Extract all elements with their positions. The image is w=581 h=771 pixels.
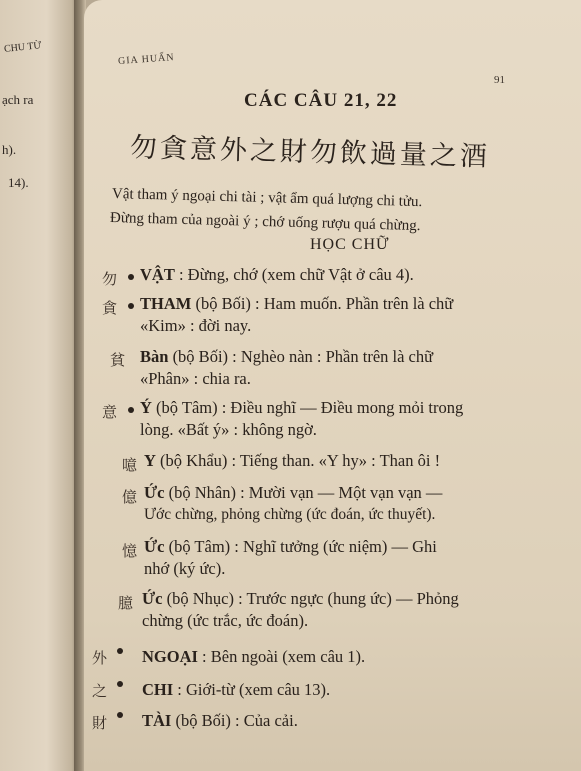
entry-headword: NGOẠI: [142, 647, 198, 666]
left-page-fragment: 14).: [8, 175, 29, 190]
left-page-fragment: CHU TỪ: [3, 40, 42, 55]
entry-headword: Ức: [144, 483, 165, 502]
entry-definition: : Giới-từ (xem câu 13).: [177, 680, 331, 699]
page-number: 91: [494, 74, 505, 86]
entry-definition: (bộ Bối) : Của cải.: [175, 711, 298, 730]
translation-line: Đừng tham của ngoài ý ; chớ uống rượu quá chừng.: [109, 210, 421, 235]
bullet-dot: [117, 648, 123, 654]
chinese-title: 勿貪意外之財勿飲過量之酒: [129, 132, 491, 173]
entry-hanzi: 財: [92, 714, 108, 732]
entry-definition: (bộ Tâm) : Điều nghĩ — Điều mong mỏi trong: [156, 398, 464, 417]
entry-definition: chừng (ức trắc, ức đoán).: [142, 611, 309, 630]
entry-headword: VẬT: [140, 265, 175, 284]
left-page-fragment: ạch ra: [2, 92, 34, 107]
entry-hanzi: 之: [92, 682, 108, 700]
entry-definition: (bộ Bối) : Ham muốn. Phần trên là chữ: [195, 294, 454, 313]
entry-headword: Bàn: [140, 347, 169, 366]
entry-definition: «Kim» : đời nay.: [140, 316, 252, 335]
bullet-dot: [128, 407, 134, 413]
entry-definition: : Đừng, chớ (xem chữ Vật ở câu 4).: [178, 265, 414, 284]
entry-definition: nhớ (ký ức).: [144, 559, 226, 578]
bullet-dot: [117, 712, 123, 718]
entry-definition: (bộ Tâm) : Nghĩ tưởng (ức niệm) — Ghi: [168, 537, 437, 556]
right-page: [84, 0, 581, 771]
section-heading: HỌC CHỮ: [310, 236, 390, 253]
entry-definition: (bộ Nhục) : Trước ngực (hung ức) — Phỏng: [166, 589, 459, 608]
entry-headword: Y: [144, 451, 156, 470]
translation-line: Vật tham ý ngoại chi tài ; vật ẩm quá lượng chi tửu.: [111, 186, 423, 211]
entry-hanzi: 勿: [102, 270, 118, 288]
left-page: [0, 0, 78, 771]
entry-definition: «Phân» : chia ra.: [140, 369, 251, 388]
entry-headword: Ý: [140, 398, 152, 417]
bullet-dot: [117, 681, 123, 687]
entry-definition: : Bên ngoài (xem câu 1).: [202, 647, 366, 666]
entry-definition: (bộ Khẩu) : Tiếng than. «Y hy» : Than ôi !: [160, 451, 441, 470]
entry-definition: (bộ Bối) : Nghèo nàn : Phần trên là chữ: [172, 347, 434, 366]
entry-hanzi: 貪: [102, 299, 118, 317]
running-head: GIA HUẤN: [117, 52, 175, 67]
entry-hanzi: 憶: [122, 542, 138, 560]
bullet-dot: [128, 303, 134, 309]
entry-hanzi: 噫: [122, 456, 138, 474]
entry-headword: TÀI: [142, 711, 172, 730]
entry-hanzi: 臆: [118, 594, 134, 612]
entry-definition: Ước chừng, phỏng chừng (ức đoán, ức thuyết).: [144, 506, 436, 523]
entry-headword: Ức: [144, 537, 165, 556]
entry-definition: lòng. «Bất ý» : không ngờ.: [140, 420, 317, 439]
entry-hanzi: 意: [102, 403, 118, 421]
entry-hanzi: 貧: [110, 351, 126, 369]
page-title: CÁC CÂU 21, 22: [244, 90, 398, 111]
entry-headword: Ức: [142, 589, 163, 608]
entry-headword: THAM: [140, 294, 192, 313]
entry-headword: CHI: [142, 680, 174, 699]
left-page-fragment: h).: [2, 142, 17, 157]
entry-definition: (bộ Nhân) : Mười vạn — Một vạn vạn —: [168, 483, 443, 502]
entry-hanzi: 億: [122, 488, 138, 506]
entry-hanzi: 外: [92, 649, 108, 667]
bullet-dot: [128, 274, 134, 280]
